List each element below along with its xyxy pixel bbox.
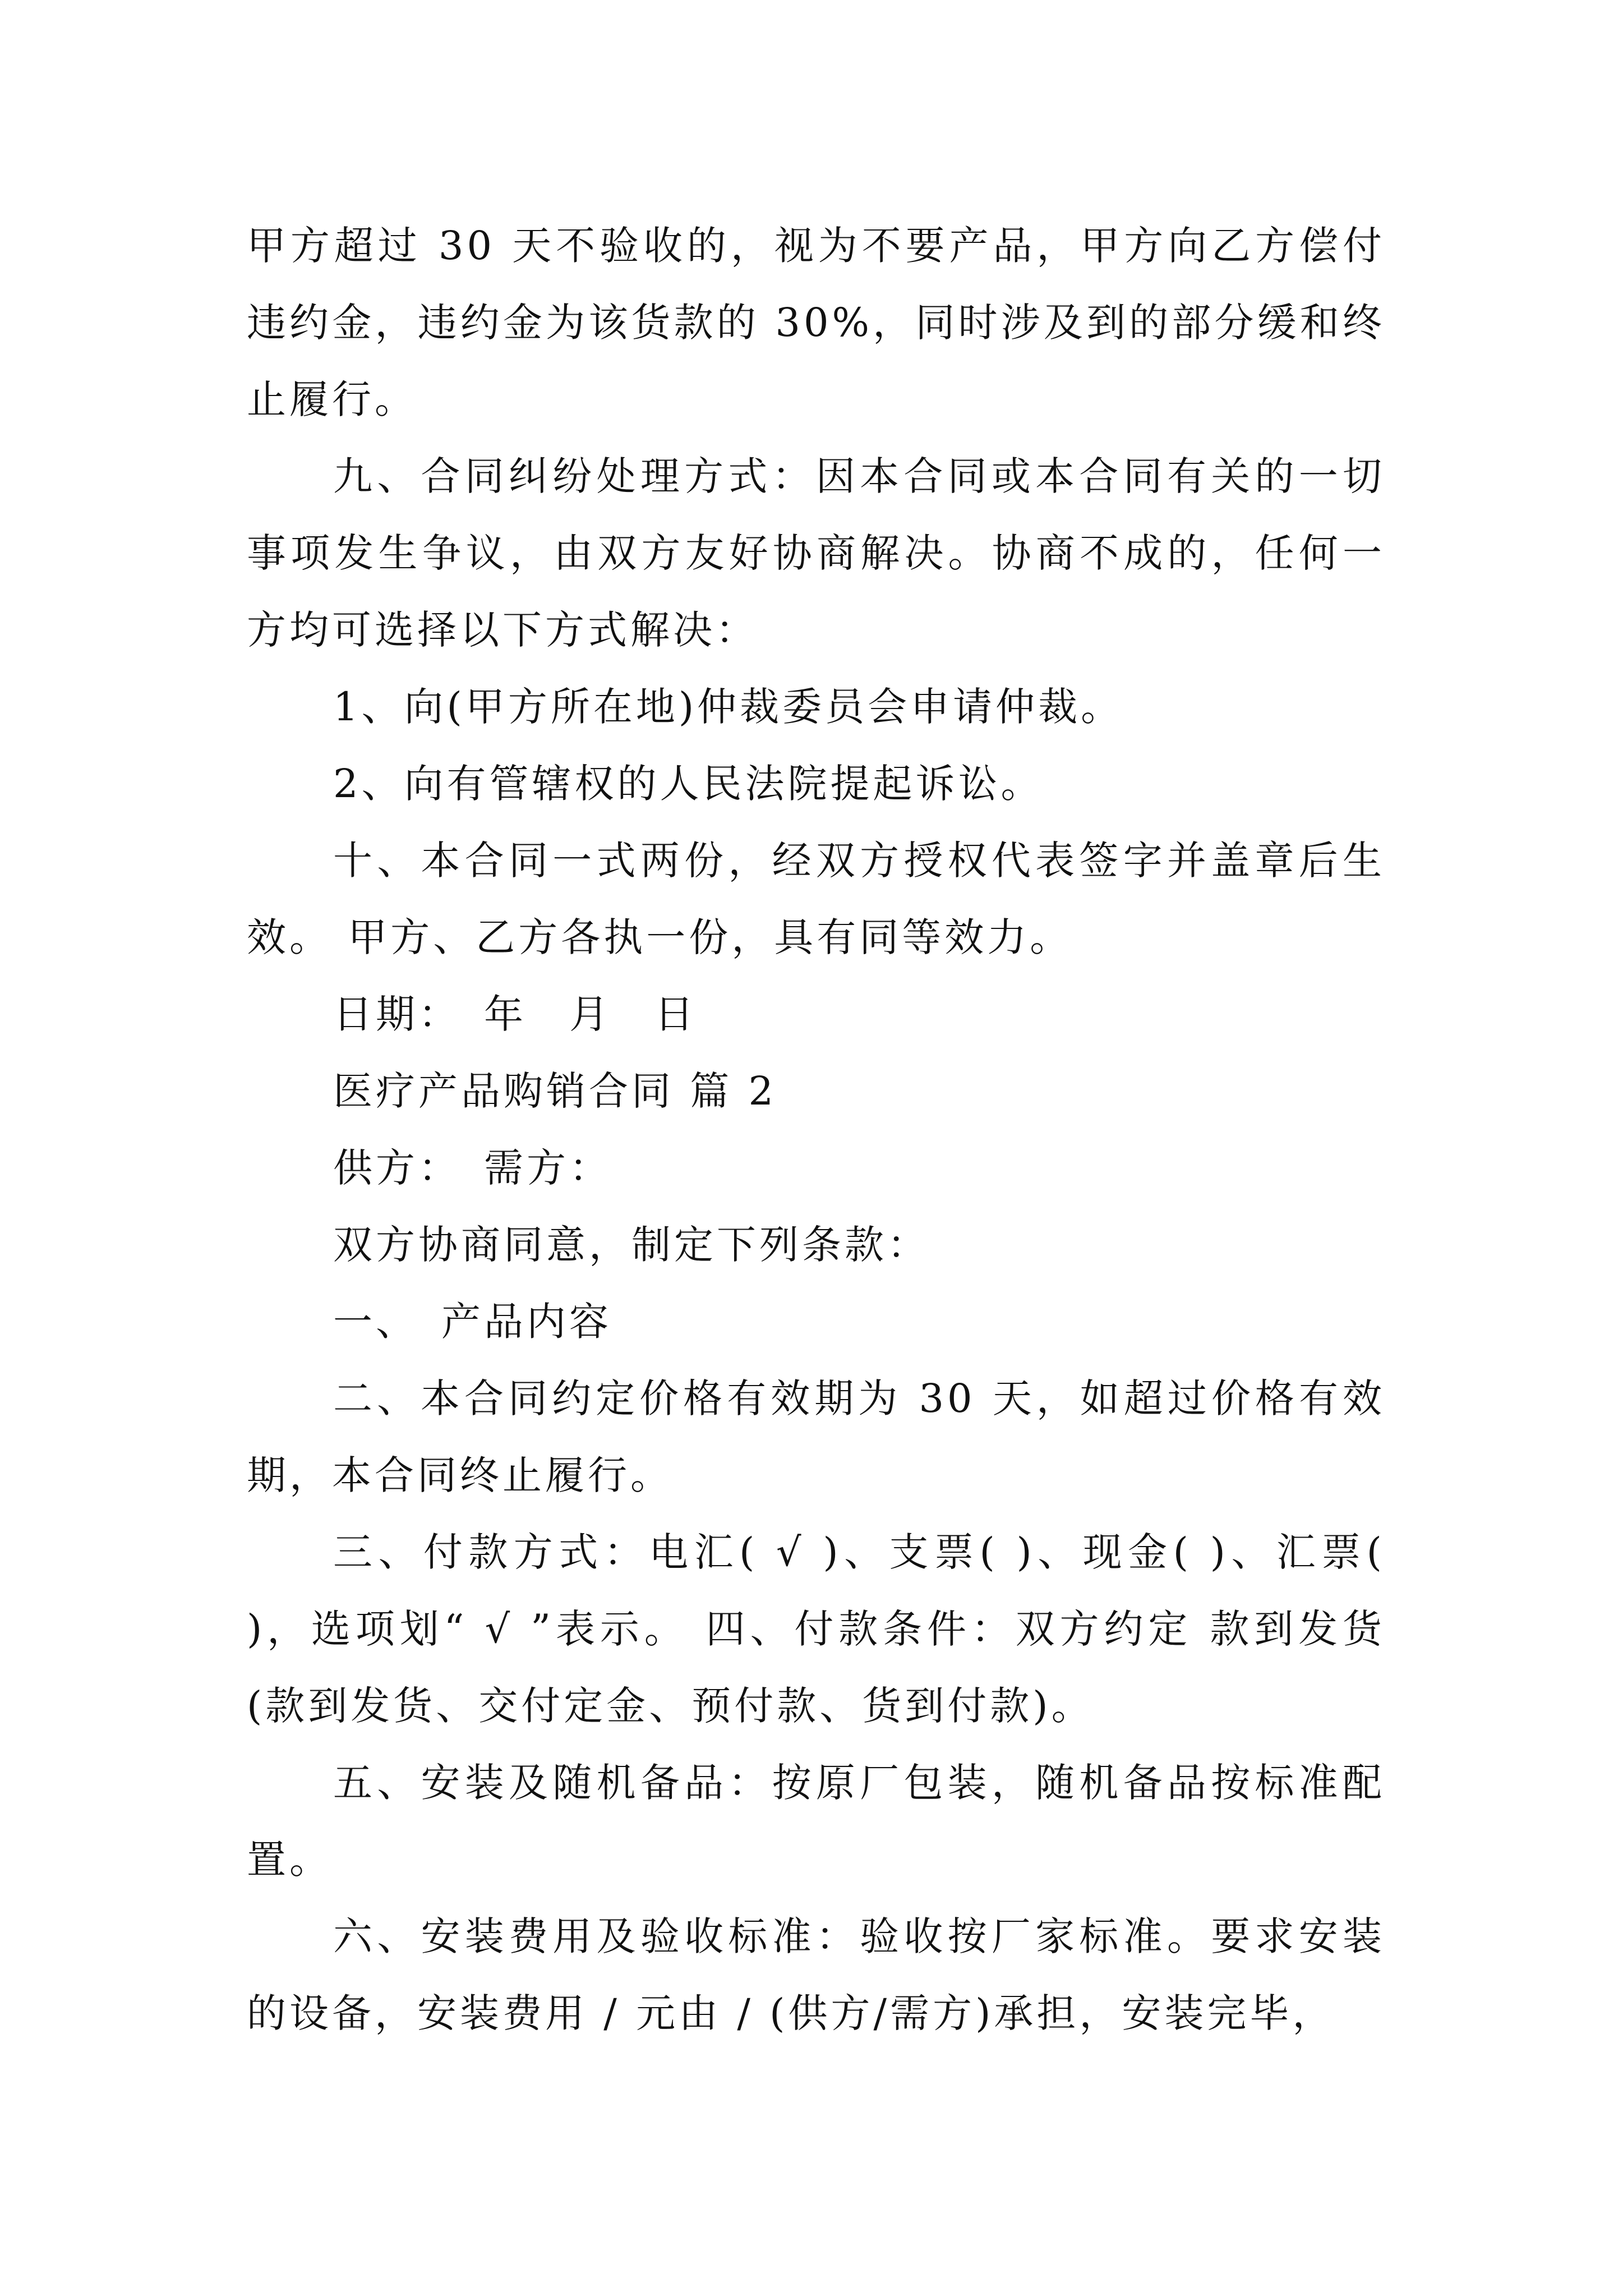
paragraph-agreement-intro: 双方协商同意，制定下列条款：	[333, 1222, 930, 1268]
section-title-contract-2: 医疗产品购销合同 篇 2	[333, 1068, 777, 1114]
paragraph-parties-line: 供方： 需方：	[333, 1145, 612, 1191]
paragraph-dispute-resolution: 九、合同纠纷处理方式：因本合同或本合同有关的一切事项发生争议，由双方友好协商解决。协商不成的，任何一方均可选择以下方式解决：	[247, 453, 1385, 653]
paragraph-copies-effectiveness: 十、本合同一式两份，经双方授权代表签字并盖章后生效。 甲方、乙方各执一份，具有同等效力。	[247, 838, 1385, 960]
paragraph-litigation-option: 2、向有管辖权的人民法院提起诉讼。	[333, 761, 1044, 807]
paragraph-installation-spares: 五、安装及随机备品：按原厂包装，随机备品按标准配置。	[247, 1760, 1385, 1883]
paragraph-arbitration-option: 1、向(甲方所在地)仲裁委员会申请仲裁。	[333, 684, 1124, 730]
paragraph-installation-fees: 六、安装费用及验收标准：验收按厂家标准。要求安装的设备，安装费用 / 元由 / (供方/需方)承担，安装完毕，	[247, 1913, 1385, 2036]
paragraph-payment-method: 三、付款方式：电汇( √ )、支票( )、现金( )、汇票( )，选项划“ √ ”表示。 四、付款条件：双方约定 款到发货(款到发货、交付定金、预付款、货到付款)。	[247, 1529, 1385, 1729]
paragraph-acceptance-penalty: 甲方超过 30 天不验收的，视为不要产品，甲方向乙方偿付违约金，违约金为该货款的 30%，同时涉及到的部分缓和终止履行。	[247, 223, 1385, 422]
contract-body	[247, 208, 1385, 2052]
paragraph-product-content: 一、 产品内容	[333, 1299, 612, 1345]
paragraph-date-line: 日期： 年 月 日	[333, 991, 697, 1037]
paragraph-price-validity: 二、本合同约定价格有效期为 30 天，如超过价格有效期，本合同终止履行。	[247, 1375, 1385, 1498]
